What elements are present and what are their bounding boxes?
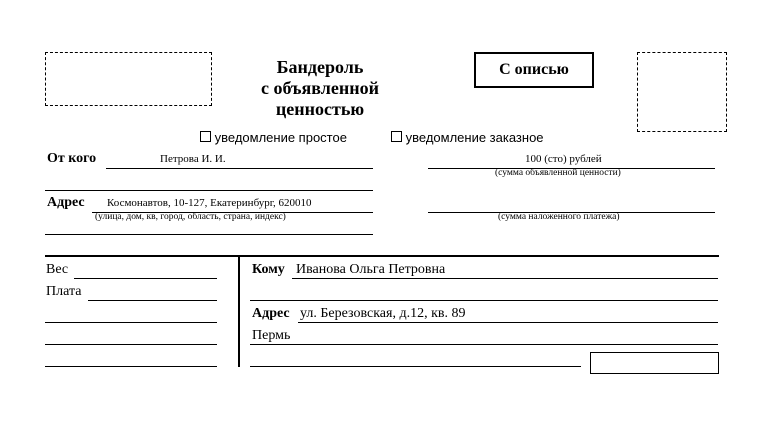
notice-registered[interactable]	[391, 130, 544, 145]
from-value[interactable]: Петрова И. И.	[160, 153, 226, 165]
recipient-address-line1[interactable]: ул. Березовская, д.12, кв. 89	[300, 306, 466, 321]
weight-line	[74, 278, 217, 279]
from-line	[106, 168, 373, 169]
cod-hint: (сумма наложенного платежа)	[498, 212, 620, 222]
notice-registered-checkbox[interactable]	[391, 131, 402, 142]
section-divider	[45, 255, 719, 257]
sender-extra-line	[45, 190, 373, 191]
title-line-1: Бандероль	[276, 57, 364, 77]
payment-line	[88, 300, 217, 301]
to-line	[292, 278, 718, 279]
weight-label: Вес	[46, 262, 69, 277]
to-value[interactable]: Иванова Ольга Петровна	[296, 262, 446, 277]
payment-label: Плата	[46, 284, 82, 299]
bottom-left-line-3	[45, 322, 217, 323]
recipient-last-line	[250, 366, 581, 367]
notice-registered-label: уведомление заказное	[405, 130, 544, 145]
notice-simple[interactable]	[200, 130, 347, 145]
notice-simple-label: уведомление простое	[214, 130, 347, 145]
recipient-address-line2[interactable]: Пермь	[252, 328, 291, 343]
bottom-left-line-5	[45, 366, 217, 367]
to-line-2	[250, 300, 718, 301]
to-label: Кому	[252, 262, 285, 277]
sender-address-value[interactable]: Космонавтов, 10-127, Екатеринбург, 620010	[107, 197, 312, 209]
notice-simple-checkbox[interactable]	[200, 131, 211, 142]
stamp-box-right	[637, 52, 727, 132]
stamp-box-left	[45, 52, 212, 106]
recipient-address-line	[298, 322, 718, 323]
declared-value-hint: (сумма объявленной ценности)	[495, 168, 621, 178]
sender-address-line-2	[45, 234, 373, 235]
postcode-box[interactable]	[590, 352, 719, 374]
sender-address-label: Адрес	[47, 195, 85, 210]
title-line-3: ценностью	[275, 99, 365, 119]
with-inventory-label: С описью	[499, 61, 569, 78]
form-title	[230, 57, 410, 120]
vertical-divider	[238, 257, 240, 367]
from-label: От кого	[47, 151, 97, 166]
recipient-city-line	[250, 344, 718, 345]
title-line-2: с объявленной	[261, 78, 379, 98]
recipient-address-label: Адрес	[252, 306, 290, 321]
with-inventory-box	[474, 52, 594, 88]
declared-value[interactable]: 100 (сто) рублей	[525, 153, 602, 165]
bottom-left-line-4	[45, 344, 217, 345]
sender-address-hint: (улица, дом, кв, город, область, страна, индекс)	[95, 212, 286, 222]
